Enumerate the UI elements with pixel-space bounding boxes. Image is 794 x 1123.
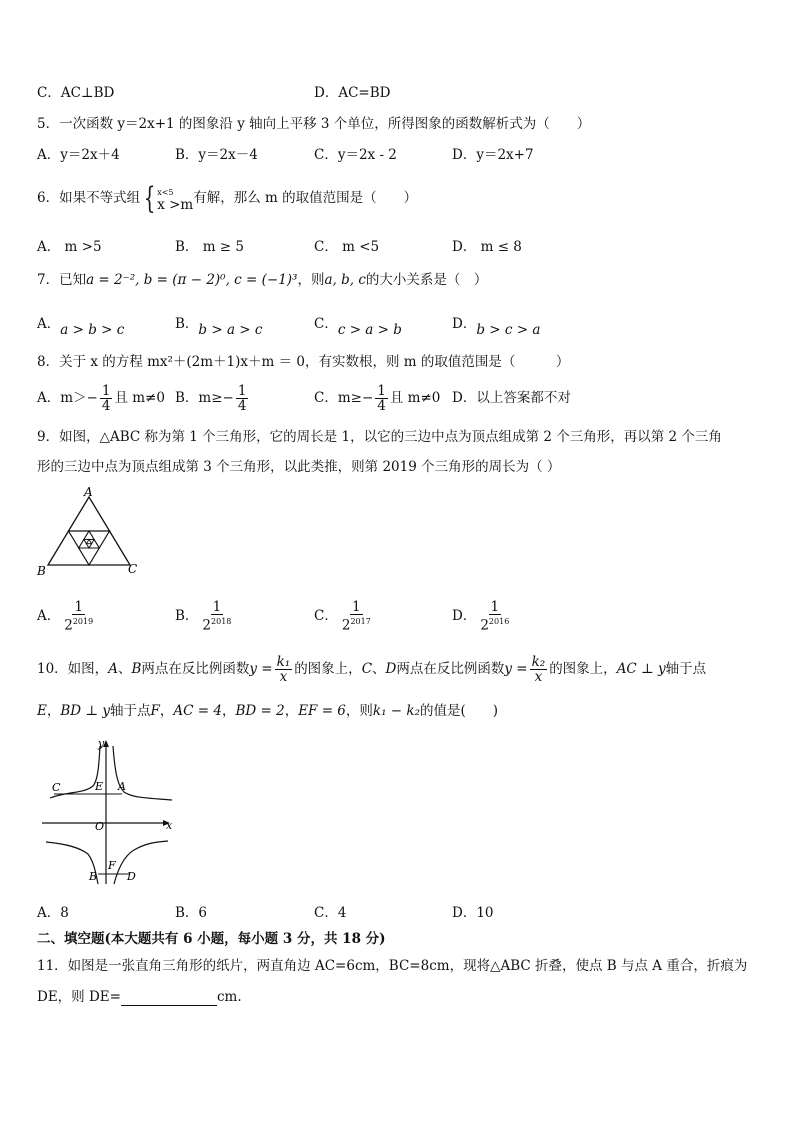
q10-y-eq-2: y = — [504, 661, 528, 677]
q9-d-num: 1 — [490, 599, 500, 616]
q10-u12: ，则 — [345, 703, 373, 719]
q9-a-base: 2 — [64, 617, 73, 634]
q11-pre: DE，则 DE= — [37, 989, 121, 1005]
q7-b-value: b > a > c — [198, 322, 263, 338]
label-a: A — [118, 780, 126, 793]
q9-b-exp: 2018 — [211, 617, 232, 627]
q9-label-b: B — [37, 564, 46, 578]
label-f: F — [108, 859, 116, 872]
q5-option-b: B．y＝2x－4 — [175, 147, 258, 163]
q9-c-base: 2 — [341, 617, 351, 634]
q10-option-a: A．8 — [37, 905, 69, 921]
q10-u13: k₁ − k₂ — [372, 703, 420, 719]
q6-pre: 6．如果不等式组 — [37, 190, 141, 206]
q10-line1 — [37, 651, 706, 687]
q10-u6: ， — [159, 703, 174, 719]
q10-t5: 两点在反比例函数 — [141, 661, 250, 677]
q10-u9: BD = 2 — [235, 703, 285, 719]
q9-c-num: 1 — [352, 599, 361, 616]
q9-option-c — [314, 598, 375, 634]
q10-t1: 10．如图， — [37, 661, 109, 677]
q10-u11: EF = 6 — [298, 703, 346, 719]
q8-a-post: 且 m≠0 — [114, 390, 165, 406]
q7-pre: 7．已知 — [37, 272, 87, 288]
q10-option-c: C．4 — [314, 905, 347, 921]
q10-option-d: D．10 — [452, 905, 494, 921]
q6-option-d: D． m ≤ 8 — [452, 239, 522, 255]
q8-option-a — [37, 380, 165, 416]
q7-a-label: A． — [37, 316, 61, 332]
q9-b-num: 1 — [212, 599, 222, 616]
q10-u3: BD ⊥ y — [60, 703, 111, 719]
q5-option-c: C．y＝2x - 2 — [314, 147, 397, 163]
q8-a-pre: A．m＞− — [37, 390, 98, 406]
q9-b-base: 2 — [202, 617, 212, 634]
q9-a-num: 1 — [74, 599, 84, 616]
q8-option-c — [314, 380, 440, 416]
q9-c-label: C． — [314, 608, 338, 624]
q4-option-c: C．AC⊥BD — [37, 85, 115, 101]
label-c: C — [52, 781, 61, 794]
q7-a-value: a > b > c — [60, 322, 125, 338]
q10-u14: 的值是( ) — [420, 703, 499, 719]
q7-option-b — [175, 315, 263, 338]
q10-k1: k₁ — [276, 654, 291, 670]
q10-hyperbola-figure — [38, 734, 178, 886]
q10-t9: D — [385, 661, 397, 677]
q9-line1: 9．如图，△ABC 称为第 1 个三角形，它的周长是 1，以它的三边中点为顶点组成第 2 个三角形，再以第 2 个三角 — [37, 429, 722, 445]
q10-t2: A — [108, 661, 118, 677]
q8-b-num: 1 — [237, 383, 247, 399]
q9-fifth-triangle — [86, 540, 91, 544]
q10-x-1: x — [279, 669, 288, 685]
q6-option-a: A． m >5 — [37, 239, 102, 255]
q10-u7: AC = 4 — [173, 703, 222, 719]
q10-t7: C — [361, 661, 373, 677]
q8-option-d: D．以上答案都不对 — [452, 390, 571, 406]
q8-b-pre: B．m≥− — [175, 390, 234, 406]
q7-b-label: B． — [175, 316, 199, 332]
q9-a-exp: 2019 — [72, 617, 94, 627]
q8-stem: 8．关于 x 的方程 mx²＋(2m＋1)x＋m ＝ 0，有实数根，则 m 的取值范围是（ ） — [37, 354, 570, 370]
q9-line2: 形的三边中点为顶点组成第 3 个三角形，以此类推，则第 2019 个三角形的周长为（ ） — [37, 459, 561, 475]
q10-line2 — [37, 702, 498, 720]
q6-row1: x<5 — [157, 187, 174, 197]
q9-option-d — [452, 598, 513, 634]
q10-t6: 的图象上， — [294, 661, 362, 677]
q9-c-exp: 2017 — [350, 617, 371, 627]
q10-x-2: x — [534, 669, 543, 685]
q8-c-num: 1 — [377, 383, 386, 399]
q10-u5: F — [150, 703, 160, 719]
label-x: x — [166, 819, 173, 832]
q10-t11: 的图象上， — [549, 661, 617, 677]
q7-stem — [37, 271, 487, 289]
q9-triangle-figure — [34, 485, 144, 580]
q10-t10: 两点在反比例函数 — [396, 661, 505, 677]
q8-option-b — [175, 380, 250, 416]
q7-option-c — [314, 315, 402, 338]
q4-option-d: D．AC=BD — [314, 85, 391, 101]
q11-line2 — [37, 988, 242, 1006]
label-d: D — [127, 870, 136, 883]
q7-vars: a, b, c — [324, 272, 366, 288]
q10-y-eq-1: y = — [249, 661, 273, 677]
brace-icon: { — [143, 180, 156, 216]
q8-c-pre: C．m≥− — [314, 390, 374, 406]
q9-option-a — [37, 598, 97, 634]
q7-c-value: c > a > b — [337, 322, 402, 338]
q10-t4: B — [131, 661, 142, 677]
q8-c-post: 且 m≠0 — [389, 390, 441, 406]
q10-t12: AC ⊥ y — [616, 661, 666, 677]
label-y: y — [98, 737, 105, 750]
q7-option-d — [452, 315, 541, 338]
q7-d-label: D． — [452, 316, 477, 332]
q6-option-b: B． m ≥ 5 — [175, 239, 244, 255]
section-2-heading: 二、填空题(本大题共有 6 小题，每小题 3 分，共 18 分) — [37, 931, 386, 947]
q10-u4: 轴于点 — [110, 703, 151, 719]
q5-stem: 5．一次函数 y＝2x+1 的图象沿 y 轴向上平移 3 个单位，所得图象的函数解析式为（ ） — [37, 116, 591, 132]
q6-post: 有解，那么 m 的取值范围是（ ） — [193, 190, 418, 206]
q7-expr: a = 2⁻², b = (π − 2)⁰, c = (−1)³ — [86, 272, 298, 288]
q9-option-b — [175, 598, 235, 634]
label-b: B — [89, 870, 98, 883]
q8-c-den: 4 — [377, 398, 386, 414]
label-e: E — [95, 780, 104, 793]
q10-u8: ， — [221, 703, 236, 719]
q10-u1: E — [37, 703, 47, 719]
q10-t3: 、 — [117, 661, 132, 677]
q6-option-c: C． m <5 — [314, 239, 380, 255]
q10-k2: k₂ — [531, 654, 546, 670]
q7-mid: ，则 — [297, 272, 325, 288]
q8-a-num: 1 — [101, 383, 111, 399]
q7-d-value: b > c > a — [476, 322, 541, 338]
q11-answer-blank[interactable] — [121, 991, 217, 1006]
q5-option-d: D．y＝2x+7 — [452, 147, 534, 163]
q6-stem — [37, 180, 418, 216]
q7-post: 的大小关系是（ ） — [365, 272, 488, 288]
q10-u10: ， — [284, 703, 299, 719]
q8-b-den: 4 — [237, 398, 247, 414]
q9-d-exp: 2016 — [488, 617, 510, 627]
q11-post: cm. — [216, 989, 242, 1005]
q10-u2: ， — [46, 703, 61, 719]
q10-t13: 轴于点 — [665, 661, 707, 677]
q11-line1: 11．如图是一张直角三角形的纸片，两直角边 AC=6cm，BC=8cm，现将△ABC 折叠，使点 B 与点 A 重合，折痕为 — [37, 958, 748, 974]
q6-inequality-system — [140, 180, 194, 216]
curve-k2-fourth-quadrant — [114, 841, 168, 884]
q10-option-b: B．6 — [175, 905, 208, 921]
q6-row2: x >m — [157, 196, 194, 213]
q9-d-label: D． — [452, 608, 477, 624]
label-o: O — [95, 820, 105, 833]
q9-label-c: C — [128, 562, 138, 576]
q9-label-a: A — [84, 485, 93, 499]
q7-option-a — [37, 315, 125, 338]
q10-t8: 、 — [372, 661, 386, 677]
q9-b-label: B． — [175, 608, 199, 624]
q5-option-a: A．y＝2x＋4 — [37, 147, 120, 163]
q9-d-base: 2 — [480, 617, 489, 634]
q7-c-label: C． — [314, 316, 338, 332]
q9-a-label: A． — [37, 608, 61, 624]
q8-a-den: 4 — [101, 398, 111, 414]
